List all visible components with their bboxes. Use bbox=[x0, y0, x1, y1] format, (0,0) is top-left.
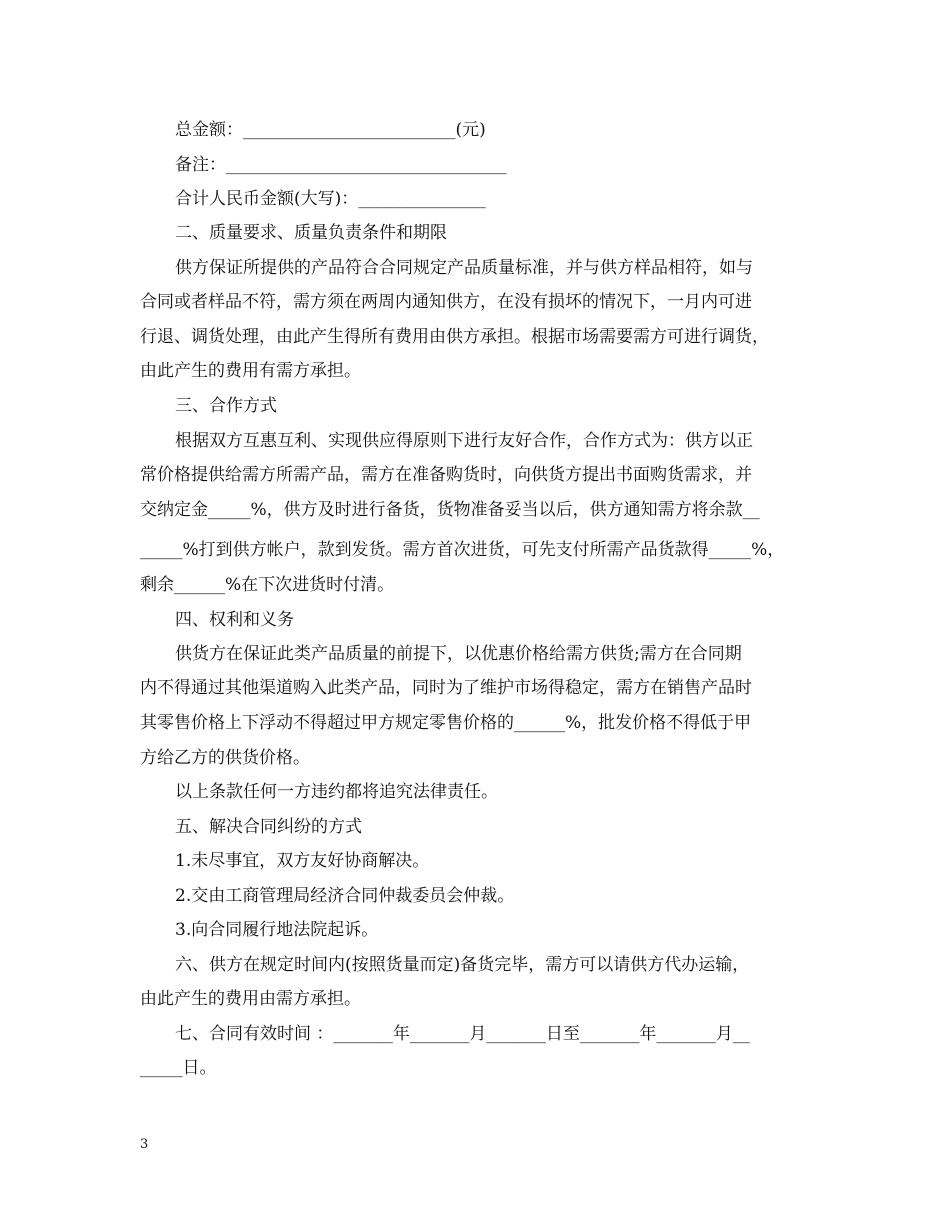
paragraph-line: 方给乙方的供货价格。 bbox=[140, 748, 310, 768]
remarks-line: 备注：_________________________________ bbox=[175, 155, 507, 175]
paragraph-line: 内不得通过其他渠道购入此类产品，同时为了维护市场得稳定，需方在销售产品时 bbox=[140, 678, 752, 698]
paragraph-line: 常价格提供给需方所需产品，需方在准备购货时，向供货方提出书面购货需求，并 bbox=[140, 465, 752, 485]
rmb-total-line: 合计人民币金额(大写)：_______________ bbox=[175, 189, 486, 209]
paragraph-line: 根据双方互惠互利、实现供应得原则下进行友好合作，合作方式为：供方以正 bbox=[175, 431, 753, 451]
list-item: 1.未尽事宜，双方友好协商解决。 bbox=[175, 851, 430, 871]
paragraph-line: 行退、调货处理，由此产生得所有费用由供方承担。根据市场需要需方可进行调货， bbox=[140, 327, 769, 347]
section-5-heading: 五、解决合同纠纷的方式 bbox=[175, 817, 362, 837]
paragraph-line: 由此产生的费用由需方承担。 bbox=[140, 989, 361, 1009]
paragraph-line: 由此产生的费用有需方承担。 bbox=[140, 361, 361, 381]
section-2-heading: 二、质量要求、质量负责条件和期限 bbox=[175, 223, 447, 243]
paragraph-line: 供货方在保证此类产品质量的前提下，以优惠价格给需方供货;需方在合同期 bbox=[175, 644, 742, 664]
paragraph-line: _____%打到供方帐户，款到发货。需方首次进货，可先支付所需产品货款得_____%， bbox=[140, 540, 785, 560]
section-7-line: 七、合同有效时间 ：_______年_______月_______日至_______年_______月__ bbox=[175, 1024, 750, 1044]
paragraph-line: 其零售价格上下浮动不得超过甲方规定零售价格的______%，批发价格不得低于甲 bbox=[140, 713, 752, 733]
list-item: 2.交由工商管理局经济合同仲裁委员会仲裁。 bbox=[175, 886, 515, 906]
total-amount-line: 总金额：_________________________(元) bbox=[175, 120, 486, 140]
paragraph-line: 交纳定金_____%，供方及时进行备货，货物准备妥当以后，供方通知需方将余款__ bbox=[140, 500, 760, 520]
section-4-heading: 四、权利和义务 bbox=[175, 610, 294, 630]
list-item: 3.向合同履行地法院起诉。 bbox=[175, 920, 379, 940]
paragraph-line: 合同或者样品不符，需方须在两周内通知供方，在没有损坏的情况下，一月内可进 bbox=[140, 292, 752, 312]
section-3-heading: 三、合作方式 bbox=[175, 396, 277, 416]
paragraph-line: 供方保证所提供的产品符合合同规定产品质量标准，并与供方样品相符，如与 bbox=[175, 258, 753, 278]
paragraph-line: _____日。 bbox=[140, 1058, 217, 1078]
paragraph-line: 剩余______%在下次进货时付清。 bbox=[140, 575, 395, 595]
paragraph-line: 以上条款任何一方违约都将追究法律责任。 bbox=[175, 782, 498, 802]
page-number: 3 bbox=[140, 1137, 149, 1152]
section-6-line: 六、供方在规定时间内(按照货量而定)备货完毕，需方可以请供方代办运输， bbox=[175, 955, 750, 975]
